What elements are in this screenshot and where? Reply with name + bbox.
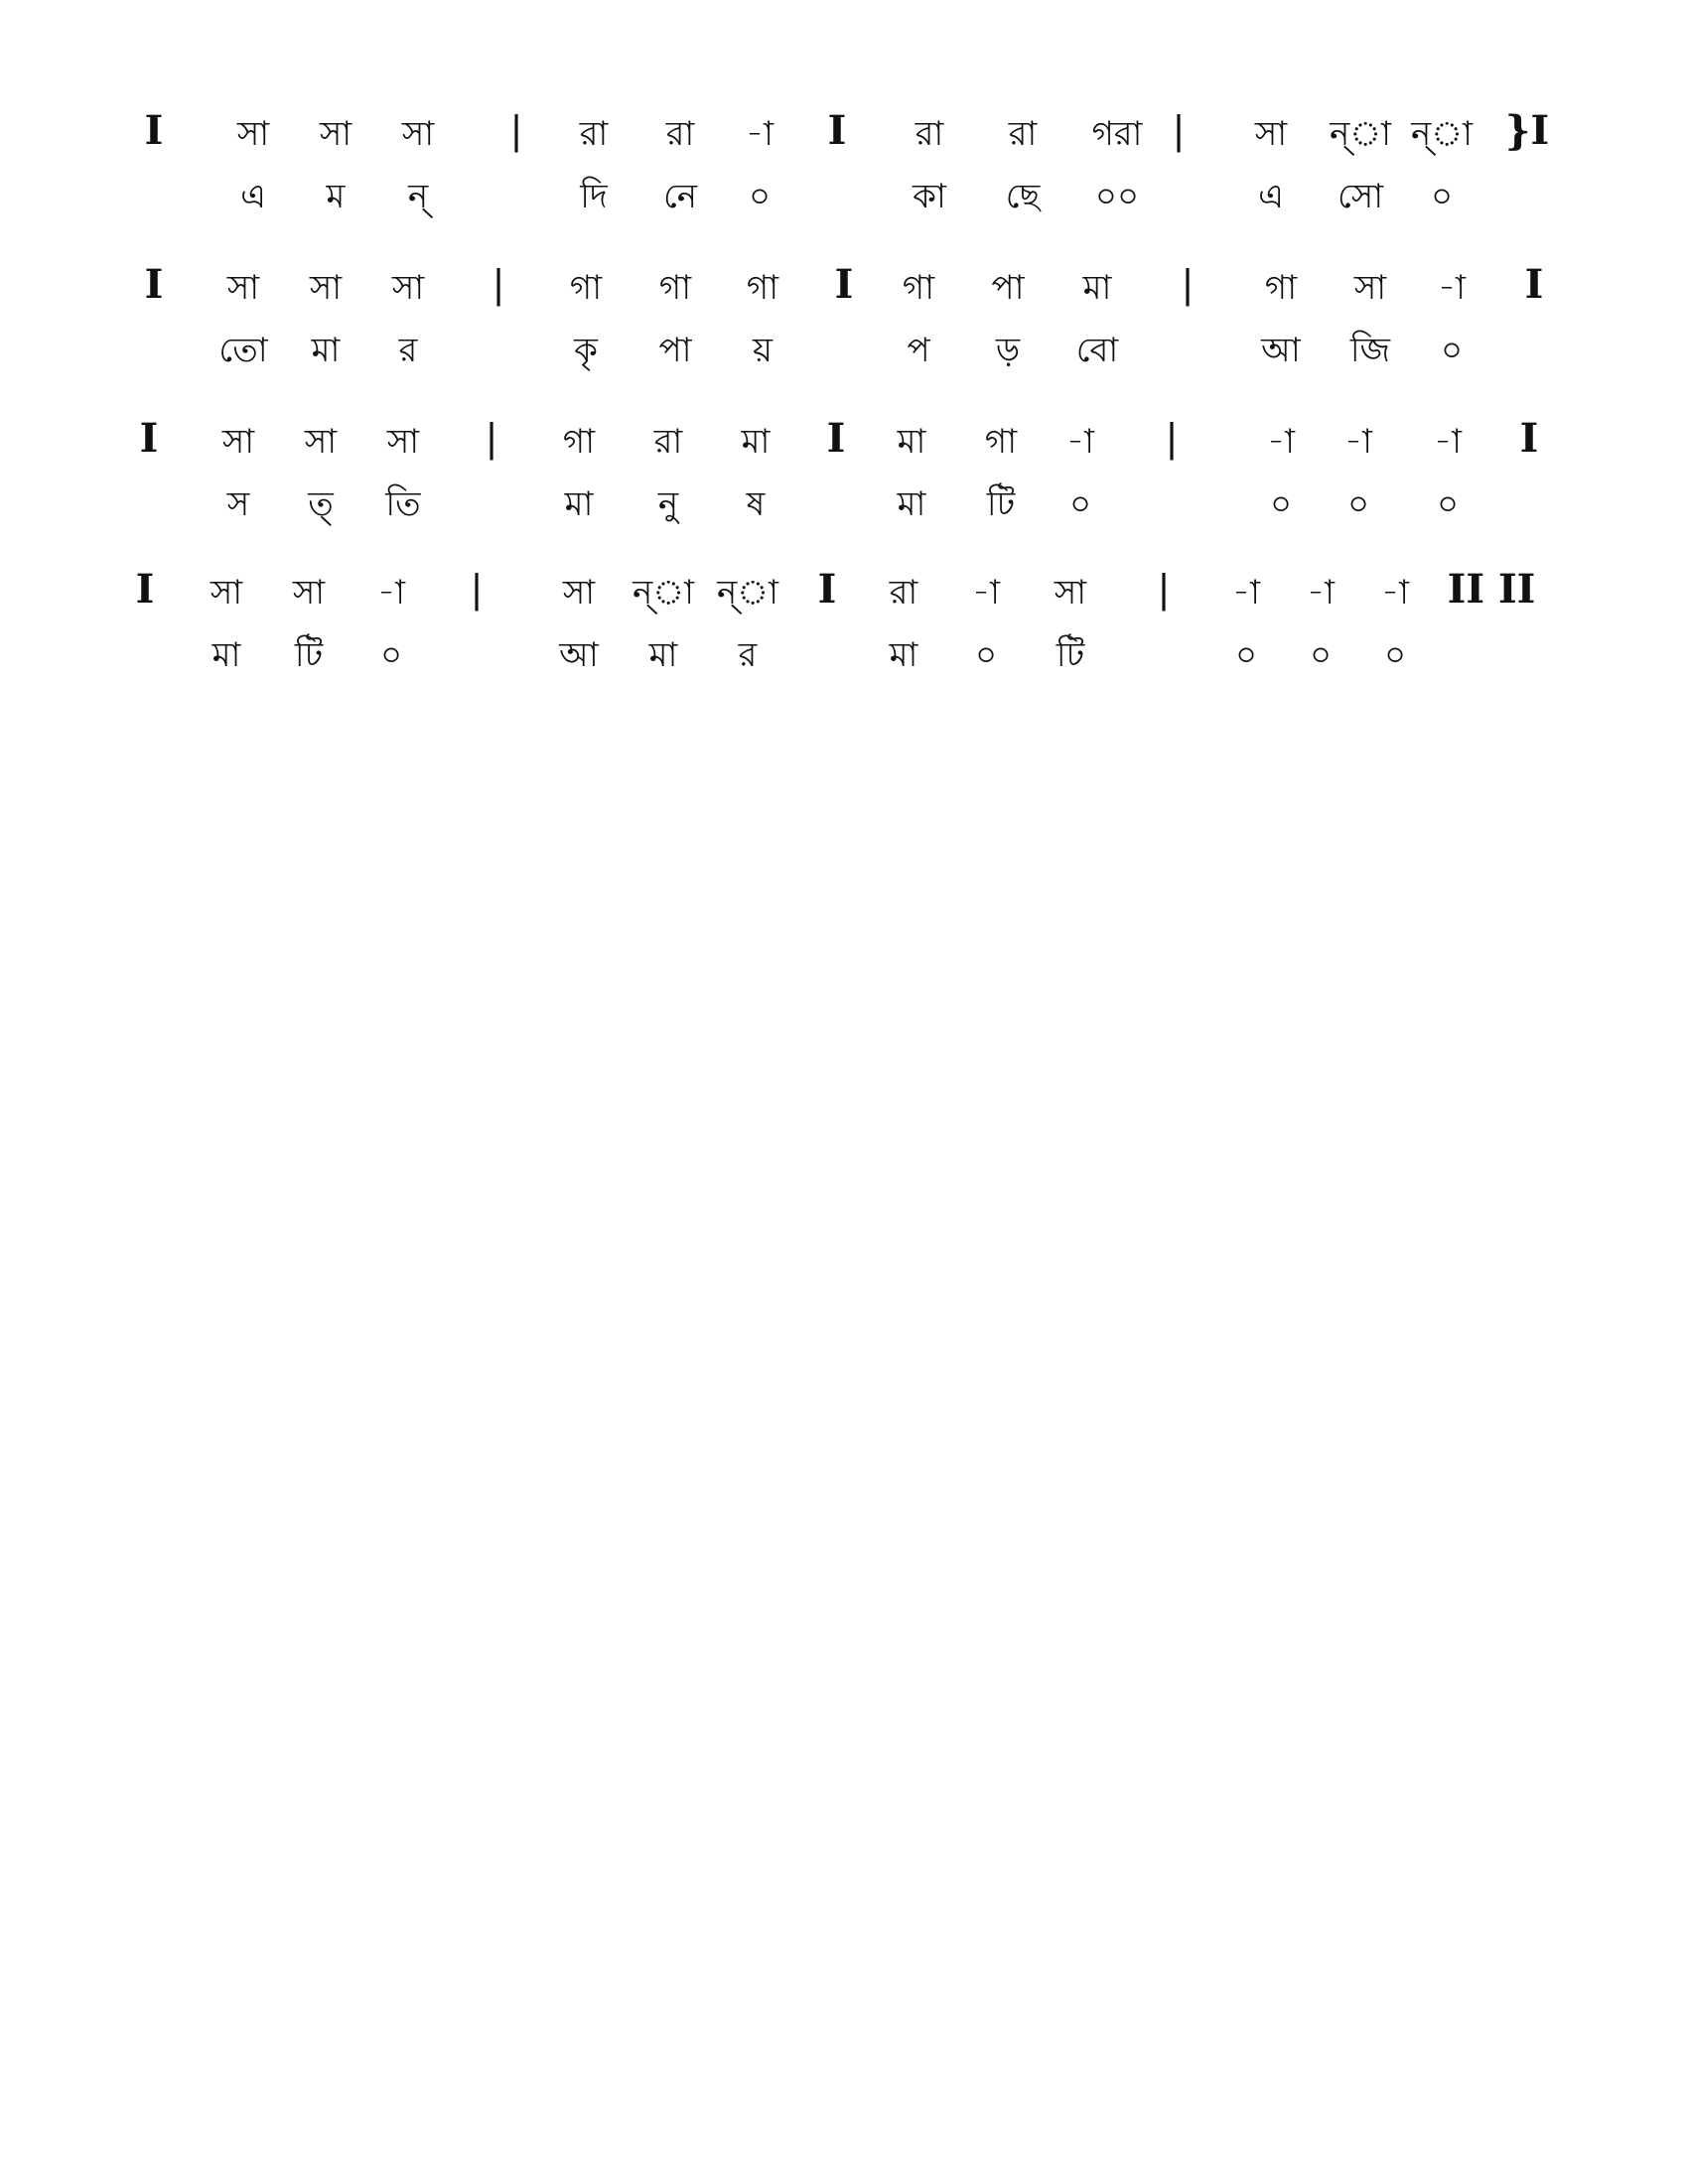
swara-note: গা [902,268,935,308]
swara-note: ন্া [633,573,694,613]
lyric-syllable: বো [1075,331,1119,370]
lyric-syllable: মা [211,635,241,675]
lyric-syllable: ম [326,177,346,216]
swara-note: গরা [1091,114,1143,154]
bar-line: I [827,107,847,154]
lyric-syllable: পা [658,331,692,370]
swara-note: সা [1353,268,1387,308]
lyric-syllable: কৃ [574,331,598,370]
bar-line: I [817,566,837,613]
lyric-syllable: ০ [1436,484,1460,524]
beat-divider: | [485,416,498,460]
bar-line: I [135,566,155,613]
beat-divider: | [1181,262,1195,306]
lyric-syllable: মা [889,635,918,675]
swara-note: গা [569,268,603,308]
swara-note: সা [1054,573,1087,613]
swara-note: -া [1267,422,1295,462]
swara-note: সা [391,268,425,308]
lyric-syllable: ষ [746,484,766,524]
swara-note: -া [1438,268,1466,308]
swara-note: রা [914,114,944,154]
swara-note: সা [292,573,326,613]
lyric-syllable: দি [580,177,608,216]
swara-note: রা [1008,114,1038,154]
beat-divider: | [1157,567,1171,611]
lyric-syllable: টি [1055,635,1085,675]
lyric-syllable: ০ [1430,177,1454,216]
bar-line: I [826,415,846,462]
swara-note: -া [746,114,774,154]
lyric-syllable: টি [294,635,324,675]
lyric-syllable: এ [1258,177,1284,216]
swara-note: সা [226,268,260,308]
swara-note: পা [991,268,1025,308]
notation-system-2 [0,261,1688,420]
notation-system-4 [0,566,1688,725]
lyric-syllable: ০ [1346,484,1370,524]
swara-note: সা [401,114,435,154]
lyric-syllable: ০ [1234,635,1258,675]
lyric-syllable: কা [913,177,946,216]
lyric-syllable: ন্ [407,177,429,216]
swara-note: ন্া [717,573,778,613]
swara-note: -া [1307,573,1335,613]
swara-note: -া [1066,422,1094,462]
beat-divider: | [1165,416,1179,460]
lyric-syllable: স [226,484,250,524]
bar-line: I [1524,261,1544,308]
swara-note: রা [653,422,683,462]
lyric-syllable: তো [218,331,268,370]
swara-note: ন্া [1330,114,1391,154]
swara-note: গা [746,268,779,308]
lyric-syllable: ০ [974,635,998,675]
beat-divider: | [470,567,484,611]
swara-note: সা [304,422,338,462]
lyric-syllable: ড় [995,331,1021,370]
swara-note: সা [1254,114,1288,154]
swara-note: সা [319,114,352,154]
bar-line: I [1519,415,1539,462]
swara-note: -া [1381,573,1409,613]
bar-line: I [144,107,164,154]
lyric-syllable: ত্ [308,484,334,524]
lyric-syllable: এ [240,177,266,216]
swara-note: গা [1264,268,1298,308]
swara-note: সা [562,573,596,613]
beat-divider: | [492,262,505,306]
swara-note: সা [386,422,420,462]
swara-note: -া [377,573,405,613]
bar-line-repeat-end: }I [1504,107,1550,154]
notation-system-1 [0,107,1688,266]
lyric-syllable: মা [648,635,678,675]
beat-divider: | [509,108,523,152]
lyric-syllable: য় [752,331,774,370]
swara-note: গা [562,422,596,462]
lyric-syllable: টি [986,484,1016,524]
bar-line: I [139,415,159,462]
lyric-syllable: আ [1261,331,1301,370]
bar-line: I [834,261,854,308]
lyric-syllable: ০ [1309,635,1333,675]
lyric-syllable: সো [1336,177,1384,216]
swara-note: -া [1232,573,1260,613]
swara-note: -া [1344,422,1372,462]
swara-note: সা [309,268,343,308]
swara-note: গা [984,422,1018,462]
lyric-syllable: নে [662,177,698,216]
lyric-syllable: র [738,635,758,675]
lyric-syllable: ০ [1269,484,1293,524]
lyric-syllable: ০ [1440,331,1464,370]
lyric-syllable: মা [311,331,341,370]
swara-note: -া [1434,422,1462,462]
swara-note: সা [210,573,243,613]
swara-note: মা [741,422,771,462]
lyric-syllable: ছে [1005,177,1041,216]
swara-note: সা [221,422,255,462]
lyric-syllable: তি [385,484,421,524]
lyric-syllable: মা [897,484,926,524]
lyric-syllable: র [398,331,418,370]
lyric-syllable: মা [564,484,594,524]
bar-line: I [144,261,164,308]
lyric-syllable: ০০ [1094,177,1140,216]
lyric-syllable: আ [559,635,599,675]
swara-note: মা [1082,268,1112,308]
lyric-syllable: ০ [748,177,772,216]
swara-note: রা [579,114,609,154]
swara-note: রা [889,573,918,613]
beat-divider: | [1172,108,1186,152]
lyric-syllable: ০ [1068,484,1092,524]
notation-system-3 [0,415,1688,574]
lyric-syllable: ০ [379,635,403,675]
bar-line-final: II II [1447,566,1536,613]
swara-note: -া [972,573,1000,613]
lyric-syllable: নু [657,484,679,524]
swara-note: গা [658,268,692,308]
lyric-syllable: প [907,331,930,370]
swara-note: ন্া [1411,114,1473,154]
swara-note: সা [236,114,270,154]
swara-note: রা [665,114,695,154]
swara-note: মা [897,422,926,462]
lyric-syllable: ০ [1383,635,1407,675]
lyric-syllable: জি [1349,331,1391,370]
